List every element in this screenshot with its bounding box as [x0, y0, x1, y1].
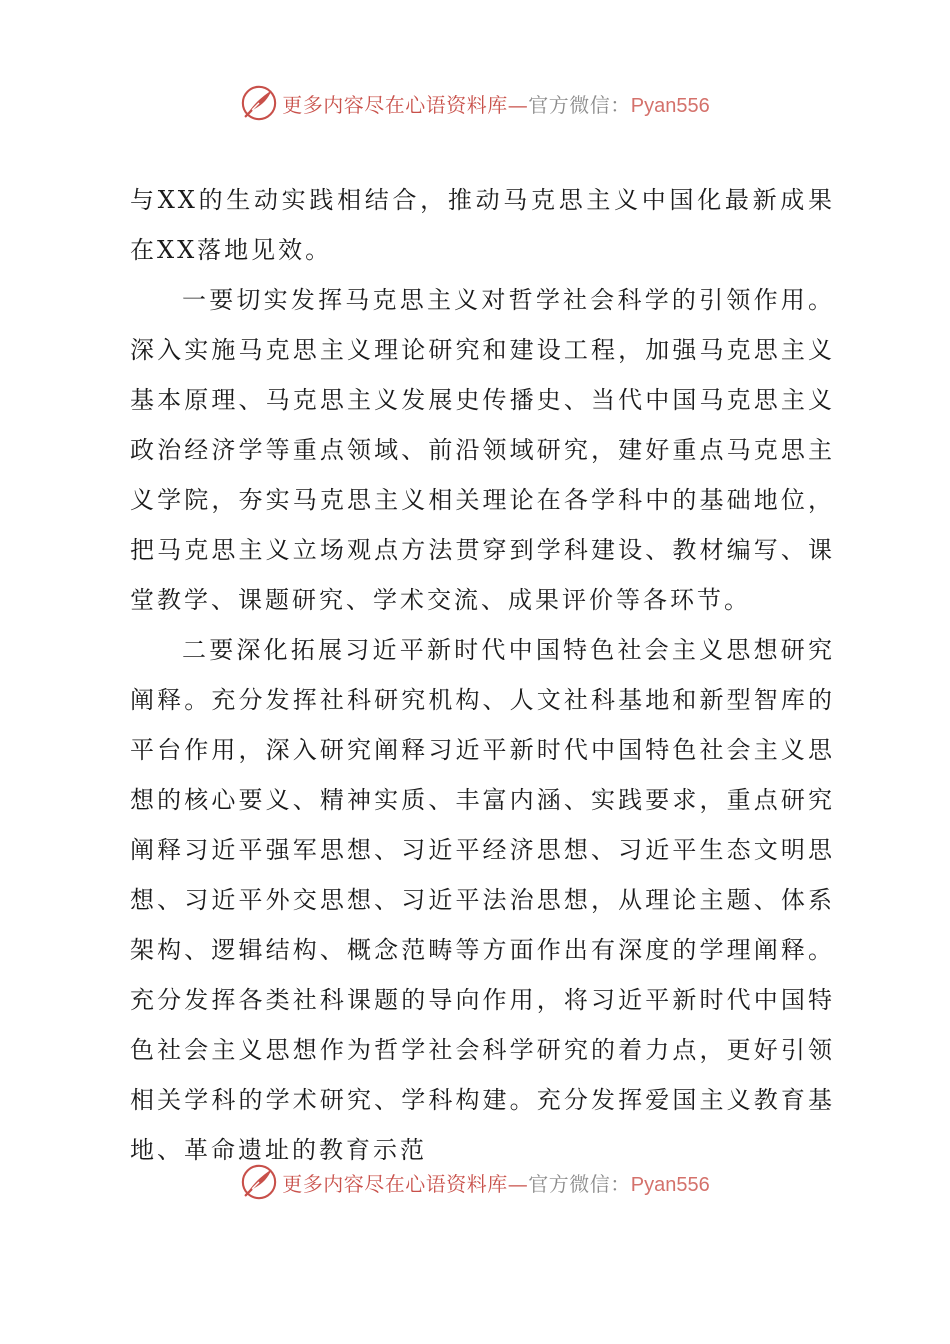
header-wechat-label: 官方微信：: [528, 92, 631, 117]
quill-pen-logo-icon: [240, 84, 278, 122]
header-banner-text: [282, 89, 709, 118]
footer-banner-text: [282, 1168, 709, 1197]
quill-pen-logo-icon: [240, 1163, 278, 1201]
footer-banner: [0, 1160, 950, 1204]
footer-banner-prefix: 更多内容尽在心语资料库—: [282, 1171, 529, 1196]
footer-wechat-label: 官方微信：: [528, 1171, 631, 1196]
header-wechat-id: Pyan556: [630, 94, 710, 117]
paragraph-second-point: 二要深化拓展习近平新时代中国特色社会主义思想研究阐释。充分发挥社科研究机构、人文社科基地和新型智库的平台作用，深入研究阐释习近平新时代中国特色社会主义思想的核心要义、精神实质、丰富内涵、实践要求，重点研究阐释习近平强军思想、习近平经济思想、习近平生态文明思想、习近平外交思想、习近平法治思想，从理论主题、体系架构、逻辑结构、概念范畴等方面作出有深度的学理阐释。充分发挥各类社科课题的导向作用，将习近平新时代中国特色社会主义思想作为哲学社会科学研究的着力点，更好引领相关学科的学术研究、学科构建。充分发挥爱国主义教育基地、革命遗址的教育示范: [130, 636, 835, 1164]
document-body: [130, 175, 835, 1175]
header-banner: [0, 81, 950, 125]
header-banner-prefix: 更多内容尽在心语资料库—: [282, 92, 529, 117]
footer-wechat-id: Pyan556: [630, 1173, 710, 1196]
paragraph-continuation: 与XX的生动实践相结合，推动马克思主义中国化最新成果在XX落地见效。: [130, 186, 835, 264]
paragraph-first-point: 一要切实发挥马克思主义对哲学社会科学的引领作用。深入实施马克思主义理论研究和建设工程，加强马克思主义基本原理、马克思主义发展史传播史、当代中国马克思主义政治经济学等重点领域、前沿领域研究，建好重点马克思主义学院，夯实马克思主义相关理论在各学科中的基础地位，把马克思主义立场观点方法贯穿到学科建设、教材编写、课堂教学、课题研究、学术交流、成果评价等各环节。: [130, 286, 835, 614]
